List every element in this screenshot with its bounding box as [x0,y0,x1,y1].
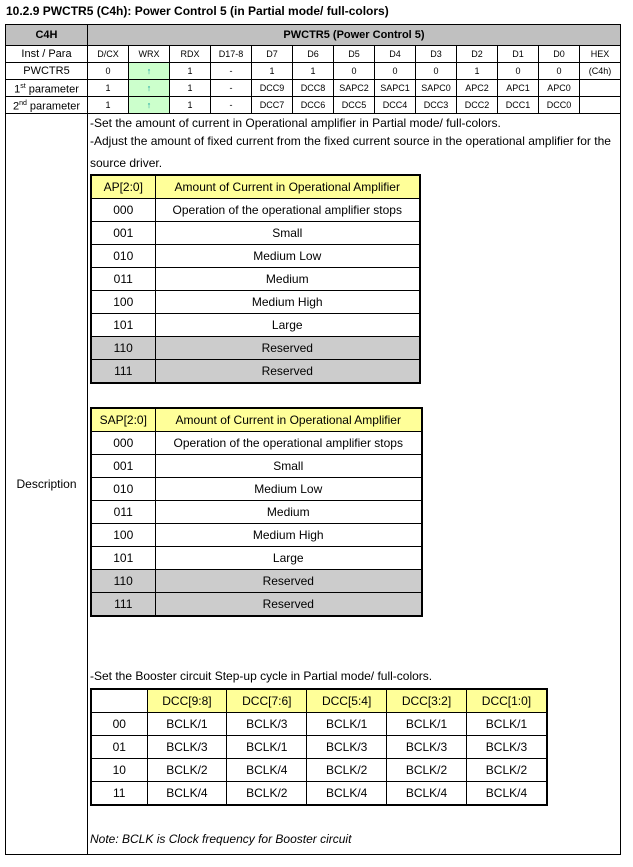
table-cell: BCLK/2 [307,759,387,782]
table-cell: 111 [91,360,155,384]
table-cell: BCLK/1 [466,713,547,736]
table-cell: BCLK/3 [307,736,387,759]
table-row [91,314,420,337]
row-label-rest: parameter [26,100,81,113]
section-title: 10.2.9 PWCTR5 (C4h): Power Control 5 (in Partial mode/ full-colors) [6,4,389,18]
table-cell: BCLK/4 [227,759,307,782]
table-cell: Medium [155,501,422,524]
wrx-cell: ↑ [129,80,170,97]
bit-cell: DCC1 [498,97,539,114]
table-cell: BCLK/3 [466,736,547,759]
bit-cell: DCC2 [457,97,498,114]
table-cell: BCLK/4 [466,782,547,806]
table-cell: BCLK/3 [227,713,307,736]
table-row [91,455,422,478]
header-row [6,25,621,46]
table-cell: Medium High [155,524,422,547]
table-cell: BCLK/2 [466,759,547,782]
bit-cell: DCC0 [539,97,580,114]
table-cell: 000 [91,199,155,222]
bit-cell: 1 [293,63,334,80]
bit-cell: 1 [170,97,211,114]
table-cell: 001 [91,455,155,478]
bit-cell [580,97,621,114]
table-cell: 00 [91,713,147,736]
table-row [91,432,422,455]
bit-cell: (C4h) [580,63,621,80]
table-cell: BCLK/4 [307,782,387,806]
column-header: D/CX [88,46,129,63]
sap-table [90,407,423,617]
column-header: D1 [498,46,539,63]
dcc-table [90,688,548,806]
column-header: D17-8 [211,46,252,63]
table-cell: 010 [91,245,155,268]
column-header: D4 [375,46,416,63]
table-row [91,268,420,291]
row-label-sup: nd [19,99,27,107]
table-cell: BCLK/1 [387,713,467,736]
table-cell: Small [155,455,422,478]
table-row [91,199,420,222]
table-cell: 000 [91,432,155,455]
description-cell [88,114,621,855]
bit-cell: DCC4 [375,97,416,114]
row-label-text: PWCTR5 [23,64,70,77]
wrx-cell: ↑ [129,63,170,80]
table-header-cell: DCC[5:4] [307,689,387,713]
ap-table [90,174,421,384]
table-cell: Large [155,314,420,337]
command-name: PWCTR5 (Power Control 5) [88,25,621,46]
command-table [5,24,621,855]
column-header-row [6,46,621,63]
row-label [6,80,88,97]
bit-cell: 1 [88,80,129,97]
table-cell: 100 [91,524,155,547]
table-header-cell: Amount of Current in Operational Amplifier [155,408,422,432]
bit-cell: SAPC2 [334,80,375,97]
bit-cell: 0 [416,63,457,80]
bit-cell: 1 [457,63,498,80]
bit-cell: DCC8 [293,80,334,97]
table-header-row [91,175,420,199]
table-row [91,782,547,806]
table-row [91,337,420,360]
table-row [91,501,422,524]
column-header: HEX [580,46,621,63]
table-row [91,524,422,547]
bit-cell: SAPC0 [416,80,457,97]
table-cell: Reserved [155,593,422,617]
wrx-cell: ↑ [129,97,170,114]
column-header: RDX [170,46,211,63]
description-label: Description [6,114,88,855]
table-row [91,245,420,268]
table-cell: 100 [91,291,155,314]
bit-cell: 1 [252,63,293,80]
table-row [91,291,420,314]
bit-cell: 0 [88,63,129,80]
table-row [91,478,422,501]
column-header: D3 [416,46,457,63]
table-header-cell: Amount of Current in Operational Amplifier [155,175,420,199]
table-cell: BCLK/2 [387,759,467,782]
bit-cell: 1 [170,63,211,80]
table-cell: 01 [91,736,147,759]
column-header: Inst / Para [6,46,88,63]
column-header: D2 [457,46,498,63]
table-cell: 111 [91,593,155,617]
table-cell: BCLK/2 [147,759,227,782]
bit-cell: - [211,80,252,97]
bit-cell: - [211,97,252,114]
bit-cell: 1 [170,80,211,97]
bit-cell: - [211,63,252,80]
bit-cell: APC1 [498,80,539,97]
table-row [91,736,547,759]
table-cell: Small [155,222,420,245]
table-cell: BCLK/1 [307,713,387,736]
table-header-cell: DCC[7:6] [227,689,307,713]
bit-cell: 0 [375,63,416,80]
table-cell: BCLK/3 [387,736,467,759]
bit-cell: DCC5 [334,97,375,114]
table-header-cell: DCC[1:0] [466,689,547,713]
table-row [91,360,420,384]
table-cell: Medium Low [155,478,422,501]
table-cell: Reserved [155,570,422,593]
table-cell: 110 [91,570,155,593]
column-header: D0 [539,46,580,63]
table-header-cell: DCC[3:2] [387,689,467,713]
table-cell: BCLK/4 [147,782,227,806]
column-header: D5 [334,46,375,63]
bit-cell: APC2 [457,80,498,97]
table-cell: 011 [91,268,155,291]
table-cell: Medium High [155,291,420,314]
desc-line-2: -Adjust the amount of fixed current from the fixed current source in the operational amplifier for the source driver. [90,134,611,170]
bit-cell: DCC7 [252,97,293,114]
column-header: WRX [129,46,170,63]
table-cell: BCLK/4 [387,782,467,806]
table-row [91,222,420,245]
bit-cell: APC0 [539,80,580,97]
bit-cell: DCC3 [416,97,457,114]
table-cell: 101 [91,314,155,337]
row-label-sup: st [20,82,26,90]
table-row [91,570,422,593]
table-cell: 010 [91,478,155,501]
column-header: D7 [252,46,293,63]
table-row [91,713,547,736]
table-row [91,593,422,617]
table-row [6,97,621,114]
table-cell: Reserved [155,337,420,360]
command-code: C4H [6,25,88,46]
bit-cell: 0 [539,63,580,80]
table-cell: BCLK/2 [227,782,307,806]
row-label [6,97,88,114]
table-header-cell: DCC[9:8] [147,689,227,713]
table-cell: 011 [91,501,155,524]
bit-cell [580,80,621,97]
table-header-cell: AP[2:0] [91,175,155,199]
table-row [6,80,621,97]
table-header-cell [91,689,147,713]
table-cell: 11 [91,782,147,806]
table-cell: 101 [91,547,155,570]
table-cell: Reserved [155,360,420,384]
table-row [91,759,547,782]
table-cell: BCLK/1 [147,713,227,736]
column-header: D6 [293,46,334,63]
bit-cell: 0 [498,63,539,80]
table-row [91,547,422,570]
bit-cell: DCC9 [252,80,293,97]
table-cell: Large [155,547,422,570]
table-cell: Operation of the operational amplifier stops [155,432,422,455]
table-header-row [91,689,547,713]
table-cell: 001 [91,222,155,245]
row-label-text: 2 [12,100,20,113]
bit-cell: SAPC1 [375,80,416,97]
bit-cell: 0 [334,63,375,80]
bit-cell: 1 [88,97,129,114]
table-header-row [91,408,422,432]
table-header-cell: SAP[2:0] [91,408,155,432]
row-label-rest: parameter [25,83,79,96]
desc-line-1: -Set the amount of current in Operational amplifier in Partial mode/ full-colors. [90,116,501,130]
table-cell: Medium [155,268,420,291]
table-cell: Operation of the operational amplifier stops [155,199,420,222]
table-row [6,63,621,80]
table-cell: BCLK/3 [147,736,227,759]
table-cell: 110 [91,337,155,360]
table-cell: 10 [91,759,147,782]
table-cell: BCLK/1 [227,736,307,759]
desc-line-3: -Set the Booster circuit Step-up cycle in Partial mode/ full-colors. [90,669,433,683]
row-label [6,63,88,80]
bit-cell: DCC6 [293,97,334,114]
table-cell: Medium Low [155,245,420,268]
row-label-text: 1 [14,83,21,96]
booster-note: Note: BCLK is Clock frequency for Booster circuit [90,832,352,846]
